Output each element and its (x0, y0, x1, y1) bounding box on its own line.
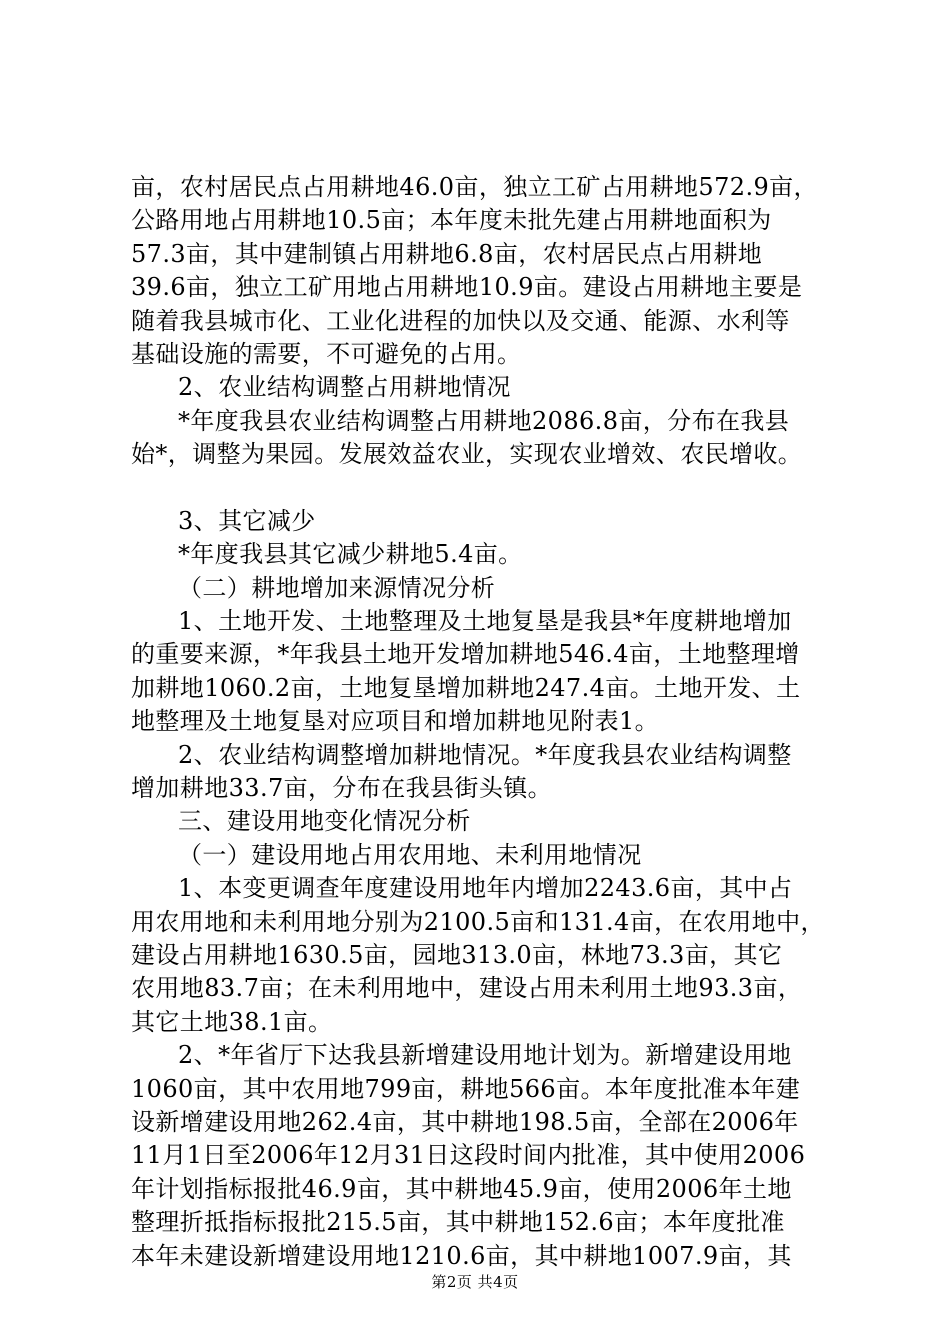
text-line: 建设占用耕地1630.5亩，园地313.0亩，林地73.3亩，其它 (131, 940, 783, 969)
text-line: *年度我县其它减少耕地5.4亩。 (178, 540, 523, 569)
text-line: 农用地83.7亩；在未利用地中，建设占用未利用土地93.3亩， (131, 974, 803, 1003)
blank-line (131, 472, 831, 505)
text-line: 本年未建设新增建设用地1210.6亩，其中耕地1007.9亩，其 (131, 1241, 792, 1270)
body-text (131, 171, 831, 1273)
text-line: 随着我县城市化、工业化进程的加快以及交通、能源、水利等 (131, 306, 790, 335)
text-line: 1、本变更调查年度建设用地年内增加2243.6亩，其中占 (178, 874, 793, 903)
page-footer: 第2页 共4页 (431, 1273, 519, 1291)
text-line: 设新增建设用地262.4亩，其中耕地198.5亩，全部在2006年 (131, 1107, 799, 1136)
text-line: 基础设施的需要，不可避免的占用。 (131, 339, 522, 368)
text-line: 三、建设用地变化情况分析 (178, 807, 471, 836)
text-line: 始*，调整为果园。发展效益农业，实现农业增效、农民增收。 (131, 440, 803, 469)
text-line: （一）建设用地占用农用地、未利用地情况 (178, 840, 642, 869)
text-line: 用农用地和未利用地分别为2100.5亩和131.4亩，在农用地中， (131, 907, 825, 936)
text-line: 1、土地开发、土地整理及土地复垦是我县*年度耕地增加 (178, 607, 792, 636)
text-line: 整理折抵指标报批215.5亩，其中耕地152.6亩；本年度批准 (131, 1208, 785, 1237)
text-line: 39.6亩，独立工矿用地占用耕地10.9亩。建设占用耕地主要是 (131, 273, 803, 302)
text-line: 11月1日至2006年12月31日这段时间内批准，其中使用2006 (131, 1141, 806, 1170)
text-line: 增加耕地33.7亩，分布在我县街头镇。 (131, 774, 553, 803)
text-line: 公路用地占用耕地10.5亩；本年度未批先建占用耕地面积为 (131, 206, 772, 235)
text-line: 的重要来源，*年我县土地开发增加耕地546.4亩，土地整理增 (131, 640, 800, 669)
text-line: 2、农业结构调整增加耕地情况。*年度我县农业结构调整 (178, 740, 792, 769)
text-line: 地整理及土地复垦对应项目和增加耕地见附表1。 (131, 707, 660, 736)
text-line: 3、其它减少 (178, 506, 316, 535)
text-line: 年计划指标报批46.9亩，其中耕地45.9亩，使用2006年土地 (131, 1174, 792, 1203)
text-line: 2、*年省厅下达我县新增建设用地计划为。新增建设用地 (178, 1041, 792, 1070)
text-line: （二）耕地增加来源情况分析 (178, 573, 496, 602)
text-line: 2、农业结构调整占用耕地情况 (178, 373, 511, 402)
text-line: 57.3亩，其中建制镇占用耕地6.8亩，农村居民点占用耕地 (131, 239, 763, 268)
text-line: 1060亩，其中农用地799亩，耕地566亩。本年度批准本年建 (131, 1074, 801, 1103)
text-line: *年度我县农业结构调整占用耕地2086.8亩，分布在我县 (178, 406, 790, 435)
text-line: 亩，农村居民点占用耕地46.0亩，独立工矿占用耕地572.9亩， (131, 173, 818, 201)
text-line: 加耕地1060.2亩，土地复垦增加耕地247.4亩。土地开发、土 (131, 673, 801, 702)
text-line: 其它土地38.1亩。 (131, 1007, 333, 1036)
